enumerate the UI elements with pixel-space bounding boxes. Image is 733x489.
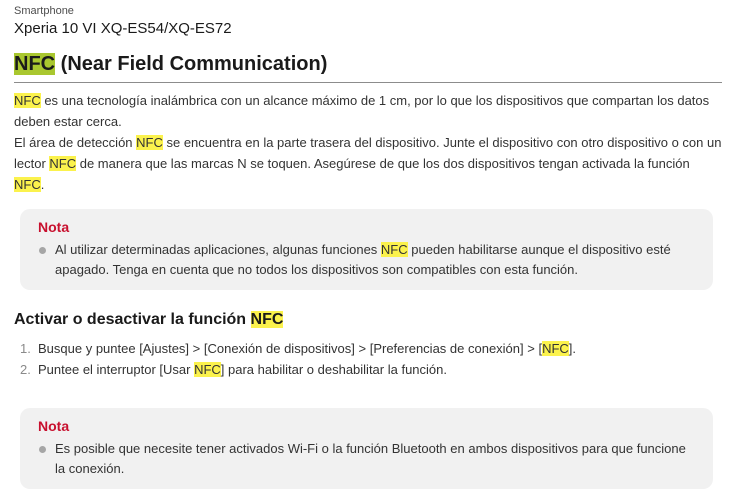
- device-title: Xperia 10 VI XQ-ES54/XQ-ES72: [14, 20, 232, 37]
- note-item: [38, 240, 695, 280]
- page-title: [14, 52, 722, 77]
- note-box-2: [20, 408, 713, 489]
- highlighted-term: NFC: [49, 156, 77, 171]
- step-item-2: [14, 359, 722, 380]
- intro-paragraph-1: [14, 90, 722, 132]
- text-segment: Activar o desactivar la función: [14, 311, 251, 328]
- text-segment: .: [40, 177, 45, 192]
- note-list: [38, 240, 695, 280]
- highlighted-term: NFC: [380, 242, 408, 257]
- highlighted-term: NFC: [14, 53, 56, 75]
- note-box-1: [20, 209, 713, 290]
- intro-text: [14, 90, 722, 195]
- highlighted-term: NFC: [136, 135, 163, 150]
- intro-paragraph-2: [14, 132, 722, 195]
- note-item-text: [55, 441, 686, 476]
- bullet-icon: [39, 247, 46, 254]
- text-segment: ].: [568, 341, 577, 356]
- note-list: [38, 439, 695, 479]
- text-segment: Es posible que necesite tener activados Wi-Fi o la función Bluetooth en ambos dispositivos para que funcione la conexión.: [55, 441, 686, 476]
- title-divider: [14, 82, 722, 83]
- text-segment: Al utilizar determinadas aplicaciones, algunas funciones: [55, 242, 381, 257]
- text-segment: ] para habilitar o deshabilitar la función.: [220, 362, 447, 377]
- text-segment: pueden habilitarse aunque el dispositivo esté apagado. Tenga en cuenta que no todos los dispositivos son compatibles con esta función.: [55, 242, 671, 277]
- highlighted-term: NFC: [250, 311, 284, 328]
- note-item-text: [55, 242, 671, 277]
- category-label: Smartphone: [14, 5, 74, 17]
- text-segment: El área de detección: [14, 135, 137, 150]
- section-heading: [14, 310, 722, 329]
- text-segment: (Near Field Communication): [55, 53, 328, 75]
- text-segment: Busque y puntee [Ajustes] > [Conexión de dispositivos] > [Preferencias de conexión] > [: [38, 341, 543, 356]
- bullet-icon: [39, 446, 46, 453]
- text-segment: es una tecnología inalámbrica con un alcance máximo de 1 cm, por lo que los dispositivos que compartan los datos deben estar cerca.: [14, 93, 710, 129]
- note-item: [38, 439, 695, 479]
- text-segment: Puntee el interruptor [Usar: [38, 362, 195, 377]
- highlighted-term: NFC: [14, 177, 41, 192]
- highlighted-term: NFC: [194, 362, 221, 377]
- note-label: Nota: [38, 418, 70, 434]
- steps-list: [14, 338, 722, 380]
- step-item-1: [14, 338, 722, 359]
- note-label: Nota: [38, 219, 70, 235]
- text-segment: se encuentra en la parte trasera del dispositivo. Junte el dispositivo con otro dispositivo o con un lector: [14, 135, 722, 171]
- highlighted-term: NFC: [542, 341, 569, 356]
- highlighted-term: NFC: [14, 93, 41, 108]
- text-segment: de manera que las marcas N se toquen. Asegúrese de que los dos dispositivos tengan activada la función: [76, 156, 690, 171]
